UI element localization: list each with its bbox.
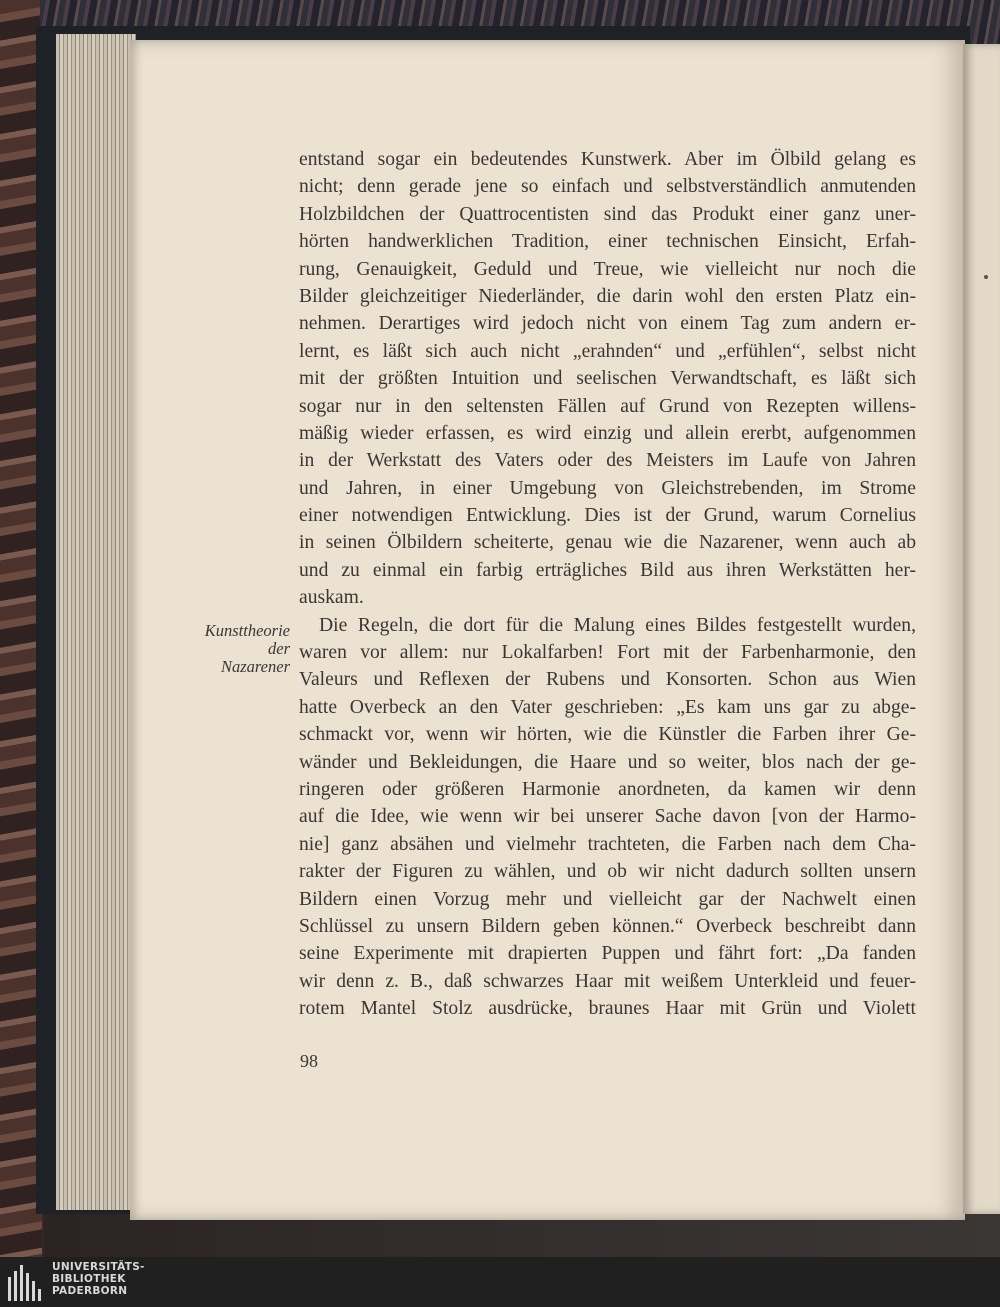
text-line: hatte Overbeck an den Vater geschrieben: „Es kam uns gar zu abge- [299, 696, 916, 718]
footer-bar [0, 1257, 1000, 1307]
text-line: rakter der Figuren zu wählen, und ob wir nicht dadurch sollten unsern [299, 861, 916, 883]
margin-note [150, 622, 290, 676]
text-line: und zu einmal ein farbig erträgliches Bild aus ihren Werkstätten her- [299, 559, 916, 581]
text-line: waren vor allem: nur Lokalfarben! Fort mit der Farbenharmonie, den [299, 642, 916, 664]
text-line: lernt, es läßt sich auch nicht „erahnden“ und „erfühlen“, selbst nicht [299, 340, 916, 362]
text-line: Valeurs und Reflexen der Rubens und Konsorten. Schon aus Wien [299, 669, 916, 691]
text-line: und Jahren, in einer Umgebung von Gleichstrebenden, im Strome [299, 477, 916, 499]
text-line: einer notwendigen Entwicklung. Dies ist der Grund, warum Cornelius [299, 505, 916, 527]
text-line: Holzbildchen der Quattrocentisten sind das Produkt einer ganz uner- [299, 203, 916, 225]
margin-note-line: der [268, 639, 290, 658]
text-line: Bilder gleichzeitiger Niederländer, die darin wohl den ersten Platz ein- [299, 285, 916, 307]
text-line: nie] ganz absähen und vielmehr trachteten, die Farben nach dem Cha- [299, 833, 916, 855]
text-line: in der Werkstatt des Vaters oder des Meisters im Laufe von Jahren [299, 450, 916, 472]
text-line: seine Experimente mit drapierten Puppen und fährt fort: „Da fanden [299, 943, 916, 965]
text-line: schmackt vor, wenn wir hörten, wie die Künstler die Farben ihrer Ge- [299, 724, 916, 746]
body-text [299, 146, 916, 1023]
margin-note-line: Nazarener [220, 657, 290, 676]
ink-dot [984, 275, 988, 279]
text-line: Schlüssel zu unsern Bildern geben können.“ Overbeck beschreibt dann [299, 915, 916, 937]
library-name-line: PADERBORN [52, 1285, 128, 1297]
text-line: nicht; denn gerade jene so einfach und selbstverständlich anmutenden [299, 176, 916, 198]
text-line: rotem Mantel Stolz ausdrücke, braunes Haar mit Grün und Violett [299, 998, 916, 1020]
page-stack-edge [56, 34, 136, 1210]
university-library-logo-icon [8, 1265, 44, 1301]
text-line: Die Regeln, die dort für die Malung eines Bildes festgestellt wurden, [319, 614, 916, 636]
text-line: ringeren oder größeren Harmonie anordneten, da kamen wir denn [299, 778, 916, 800]
text-line: hörten handwerklichen Tradition, einer technischen Einsicht, Erfah- [299, 231, 916, 253]
text-line: auf die Idee, wie wenn wir bei unserer Sache davon [von der Harmo- [299, 806, 916, 828]
text-line: sogar nur in den seltensten Fällen auf Grund von Rezepten willens- [299, 395, 916, 417]
text-line: in seinen Ölbildern scheiterte, genau wie die Nazarener, wenn auch ab [299, 532, 916, 554]
library-name-line: BIBLIOTHEK [52, 1273, 126, 1285]
text-line: rung, Genauigkeit, Geduld und Treue, wie vielleicht nur noch die [299, 258, 916, 280]
library-name-line: UNIVERSITÄTS- [52, 1261, 145, 1273]
text-line: mit der größten Intuition und seelischen Verwandtschaft, es läßt sich [299, 368, 916, 390]
text-line: auskam. [299, 587, 364, 609]
text-line: mäßig wieder erfassen, es wird einzig und allein ererbt, aufgenommen [299, 422, 916, 444]
text-line: wir denn z. B., daß schwarzes Haar mit weißem Unterkleid und feuer- [299, 970, 916, 992]
text-line: Bildern einen Vorzug mehr und vielleicht gar der Nachwelt einen [299, 888, 916, 910]
page-number: 98 [300, 1051, 318, 1071]
library-name [52, 1261, 145, 1297]
facing-page-edge [963, 44, 1000, 1214]
text-line: wänder und Bekleidungen, die Haare und so weiter, blos nach der ge- [299, 751, 916, 773]
margin-note-line: Kunsttheorie [204, 621, 290, 640]
text-line: entstand sogar ein bedeutendes Kunstwerk. Aber im Ölbild gelang es [299, 149, 916, 170]
text-line: nehmen. Derartiges wird jedoch nicht von einem Tag zum andern er- [299, 313, 916, 335]
